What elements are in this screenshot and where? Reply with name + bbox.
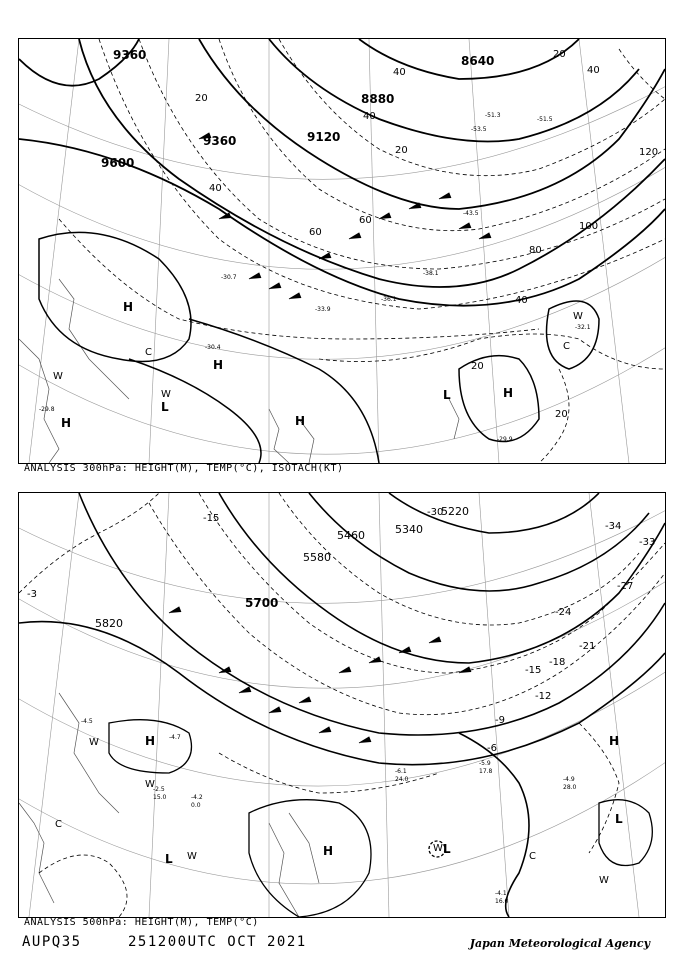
warm-label: W (433, 843, 443, 854)
station-value: 28.0 (563, 784, 577, 791)
isotherm-label: -15 (525, 665, 542, 676)
height-contours (19, 493, 665, 917)
high-center-label: H (295, 414, 306, 428)
height-label: 5460 (337, 529, 365, 542)
isotherm-label: -3 (27, 589, 37, 600)
station-value: 0.0 (191, 802, 201, 809)
isotherm-label: -34 (605, 521, 622, 532)
wind-barbs (199, 133, 491, 299)
temp-label: -36.1 (381, 296, 397, 303)
height-label: 5340 (395, 523, 423, 536)
isotherm-label: -18 (549, 657, 566, 668)
isotherm-label: -12 (535, 691, 552, 702)
height-label-group (101, 48, 494, 170)
temp-label: -51.3 (485, 112, 501, 119)
station-value: -4.5 (81, 718, 93, 725)
high-center-label: H (123, 300, 134, 314)
valid-time: 251200UTC OCT 2021 (128, 934, 307, 950)
isotach-label: 20 (471, 361, 484, 372)
station-value: -5.9 (479, 760, 491, 767)
isotach-label: 40 (363, 111, 376, 122)
coastline (19, 279, 459, 463)
map-300hpa (19, 39, 665, 463)
warm-label: W (187, 851, 197, 862)
temp-label: -51.5 (537, 116, 553, 123)
cold-label: C (55, 819, 62, 830)
temp-label: -38.1 (423, 270, 439, 277)
isotherm-label: -6 (487, 743, 497, 754)
isotach-label-group (195, 49, 658, 420)
isotherms (19, 493, 665, 917)
isotherm-label: -33 (639, 537, 656, 548)
isotach-label: 40 (393, 67, 406, 78)
height-label: 5700 (245, 596, 279, 610)
height-label: 5220 (441, 505, 469, 518)
temp-label: -33.9 (315, 306, 331, 313)
warm-label: W (161, 389, 171, 400)
height-label: 5580 (303, 551, 331, 564)
low-center-label: L (165, 852, 173, 866)
cold-label: C (529, 851, 536, 862)
station-value: 24.0 (395, 776, 409, 783)
isotach-label: 40 (515, 295, 528, 306)
isotach-label: 20 (553, 49, 566, 60)
station-value: -4.7 (169, 734, 181, 741)
warm-label: W (89, 737, 99, 748)
high-center-label: H (609, 734, 620, 748)
low-center-label: L (615, 812, 623, 826)
pressure-center-group (53, 300, 583, 430)
low-center-label: L (443, 388, 451, 402)
height-label: 9600 (101, 156, 135, 170)
isotach-label: 80 (529, 245, 542, 256)
warm-label: W (145, 779, 155, 790)
warm-label: W (53, 371, 63, 382)
chart-code: AUPQ35 (22, 934, 82, 950)
warm-label: W (573, 311, 583, 322)
high-center-label: H (323, 844, 334, 858)
isotherm-label: -30 (427, 507, 444, 518)
warm-label: W (599, 875, 609, 886)
graticule (19, 493, 665, 917)
graticule (19, 39, 665, 463)
isotach-label: 60 (309, 227, 322, 238)
height-label: 9360 (113, 48, 147, 62)
isotach-label: 20 (195, 93, 208, 104)
isotach-label: 20 (395, 145, 408, 156)
caption-500hpa: ANALYSIS 500hPa: HEIGHT(M), TEMP(°C) (24, 917, 259, 928)
height-label: 8640 (461, 54, 495, 68)
low-center-label: L (443, 842, 451, 856)
cold-label: C (563, 341, 570, 352)
isotach-label: 20 (555, 409, 568, 420)
station-value: 16.0 (495, 898, 509, 905)
temp-label: -30.7 (221, 274, 237, 281)
wind-barbs (169, 607, 471, 743)
temp-label: -29.8 (39, 406, 55, 413)
station-value: -4.2 (191, 794, 203, 801)
pressure-center-group (55, 734, 623, 886)
chart-300hpa (18, 38, 666, 464)
high-center-label: H (61, 416, 72, 430)
map-500hpa (19, 493, 665, 917)
temp-label: -53.5 (471, 126, 487, 133)
cold-label: C (145, 347, 152, 358)
station-label-group (81, 718, 577, 905)
agency-name: Japan Meteorological Agency (469, 937, 650, 950)
height-contours (19, 39, 665, 306)
isotach-label: 120 (639, 147, 659, 158)
isotherm-label: -21 (579, 641, 596, 652)
isotach-label: 40 (587, 65, 600, 76)
high-center-label: H (213, 358, 224, 372)
station-value: 15.0 (153, 794, 167, 801)
height-label: 9120 (307, 130, 341, 144)
isotach-label: 60 (359, 215, 372, 226)
isotherm-label: -24 (555, 607, 572, 618)
height-label: 5820 (95, 617, 123, 630)
isotherm-label: -9 (495, 715, 505, 726)
station-value: -4.9 (563, 776, 575, 783)
high-center-label: H (145, 734, 156, 748)
station-value: -2.5 (153, 786, 165, 793)
station-value: -4.1 (495, 890, 507, 897)
height-label-group (95, 505, 469, 630)
caption-300hpa: ANALYSIS 300hPa: HEIGHT(M), TEMP(°C), ISOTACH(KT) (24, 463, 344, 474)
isotherm-label: -15 (203, 513, 220, 524)
temp-label: -29.9 (497, 436, 513, 443)
height-label: 8880 (361, 92, 395, 106)
low-center-label: L (161, 400, 169, 414)
coastline (19, 693, 319, 917)
height-label: 9360 (203, 134, 237, 148)
temp-label: -30.4 (205, 344, 221, 351)
temp-isotherm-label-group (27, 507, 655, 754)
closed-contours (39, 232, 599, 463)
high-center-label: H (503, 386, 514, 400)
temp-label: -32.1 (575, 324, 591, 331)
temp-label: -43.5 (463, 210, 479, 217)
isotach-label: 40 (209, 183, 222, 194)
chart-500hpa (18, 492, 666, 918)
isotherm-label: -27 (617, 581, 634, 592)
station-value: -6.1 (395, 768, 407, 775)
station-value: 17.8 (479, 768, 493, 775)
isotach-label: 100 (579, 221, 599, 232)
